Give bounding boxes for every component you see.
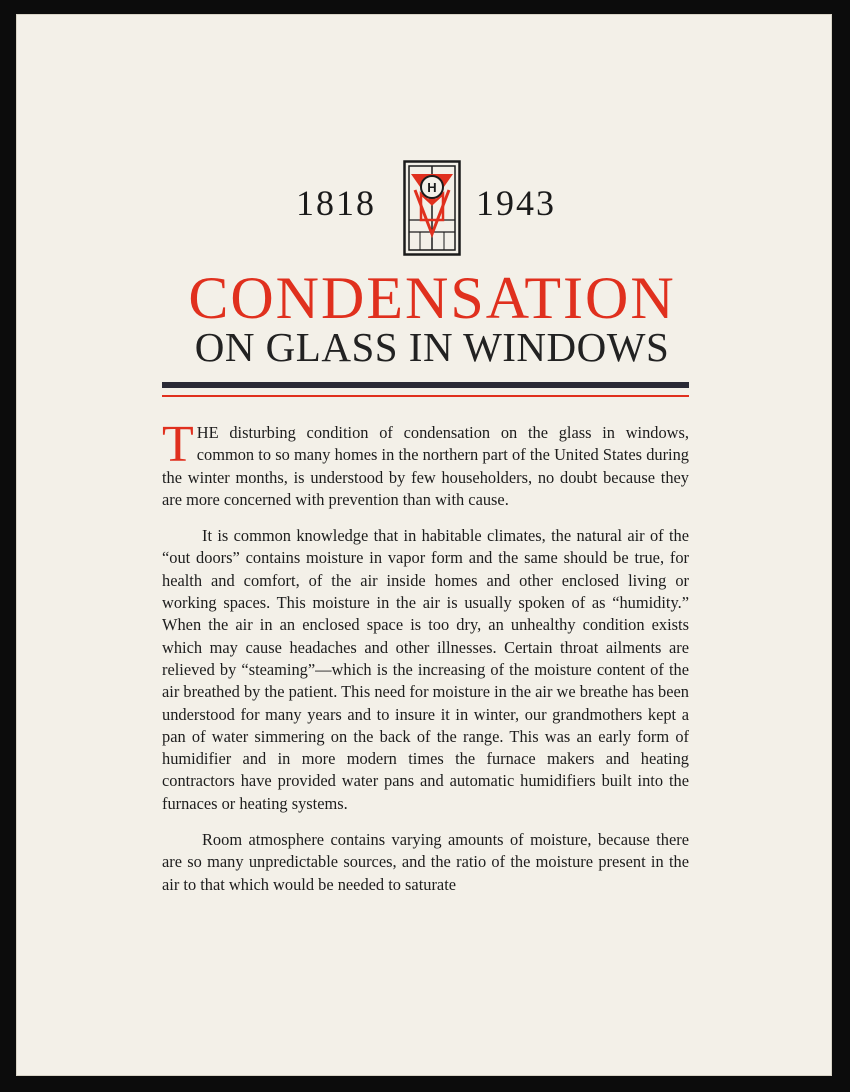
window-logo-icon (403, 160, 461, 256)
logo-letter: H (427, 180, 437, 195)
drop-cap: T (162, 416, 194, 473)
article-body (162, 416, 689, 896)
title-rule-red (162, 395, 689, 397)
year-left: 1818 (296, 183, 376, 223)
paragraph-1-text: HE disturbing condition of condensation on the glass in windows, common to so many homes in the northern part of the United States during the winter months, is understood by few householders, no doubt because they are more concerned with prevention than with cause. (162, 423, 689, 509)
paragraph-2: It is common knowledge that in habitable climates, the natural air of the “out doors” contains moisture in vapor form and the same should be true, for health and comfort, of the air inside homes and other enclosed living or working spaces. This moisture in the air is usually spoken of as “humidity.” When the air in an enclosed space is too dry, an unhealthy condition exists which may cause headaches and other illnesses. Certain throat ailments are relieved by “steaming”—which is the increasing of the moisture content of the air breathed by the patient. This need for moisture in the air we breathe has been understood for many years and to insure it in winter, our grandmothers kept a pan of water simmering on the back of the range. This was an early form of humidifier and in more modern times the furnace makers and heating contractors have provided water pans and automatic humidifiers built into the furnaces or heating systems. (162, 526, 689, 813)
paragraph-3: Room atmosphere contains varying amounts of moisture, because there are so many unpredictable sources, and the ratio of the moisture present in the air to that which would be needed to saturate (162, 830, 689, 894)
paragraph-1 (162, 416, 689, 511)
document-page (16, 14, 832, 1076)
year-right: 1943 (476, 183, 556, 223)
title-rule-dark (162, 382, 689, 388)
page-title: CONDENSATION (188, 265, 676, 331)
page-subtitle: ON GLASS IN WINDOWS (194, 324, 670, 370)
